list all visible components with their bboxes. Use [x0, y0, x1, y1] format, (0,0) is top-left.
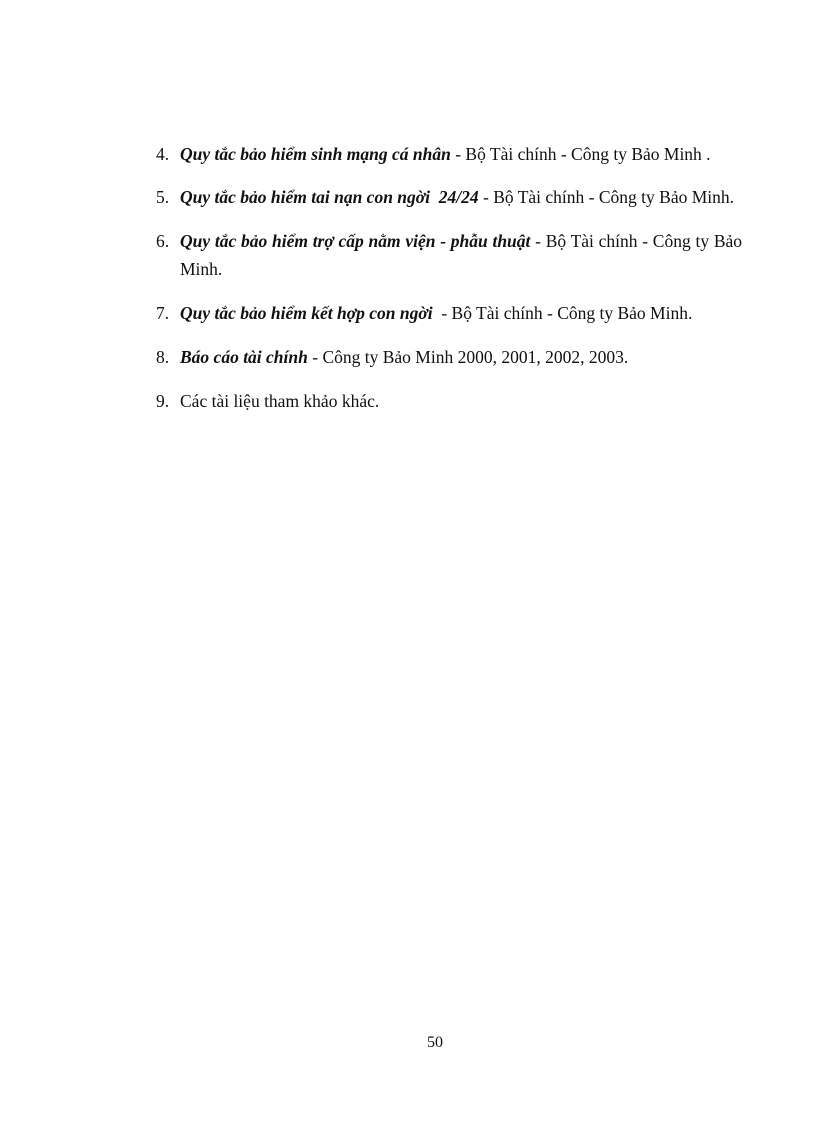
reference-number: 7.: [156, 303, 170, 323]
reference-title: Quy tắc bảo hiểm sinh mạng cá nhân: [180, 144, 451, 164]
page-number: 50: [427, 1034, 443, 1051]
reference-list: [156, 140, 742, 415]
reference-number: 9.: [156, 391, 170, 411]
reference-source: - Bộ Tài chính - Công ty Bảo Minh .: [450, 144, 711, 164]
reference-item-6: [156, 227, 742, 283]
reference-number: 5.: [156, 187, 170, 207]
reference-number: 4.: [156, 144, 170, 164]
reference-title: Quy tắc bảo hiểm trợ cấp nằm viện - phẫu thuật: [180, 231, 531, 251]
reference-number: 6.: [156, 231, 170, 251]
reference-source: - Bộ Tài chính - Công ty Bảo Minh.: [180, 231, 743, 279]
reference-item-5: [156, 183, 742, 211]
reference-source: - Bộ Tài chính - Công ty Bảo Minh.: [478, 187, 735, 207]
reference-source: - Công ty Bảo Minh 2000, 2001, 2002, 2003.: [307, 347, 629, 367]
reference-item-8: [156, 343, 742, 371]
reference-item-9: [156, 387, 742, 415]
reference-title: Quy tắc bảo hiểm tai nạn con ngời 24/24: [180, 187, 479, 207]
reference-number: 8.: [156, 347, 170, 367]
reference-item-7: [156, 299, 742, 327]
reference-title: Quy tắc bảo hiểm kết hợp con ngời: [180, 303, 433, 323]
reference-source: Các tài liệu tham khảo khác.: [180, 391, 380, 411]
reference-source: - Bộ Tài chính - Công ty Bảo Minh.: [432, 303, 693, 323]
reference-title: Báo cáo tài chính: [180, 347, 308, 367]
reference-item-4: [156, 140, 742, 168]
